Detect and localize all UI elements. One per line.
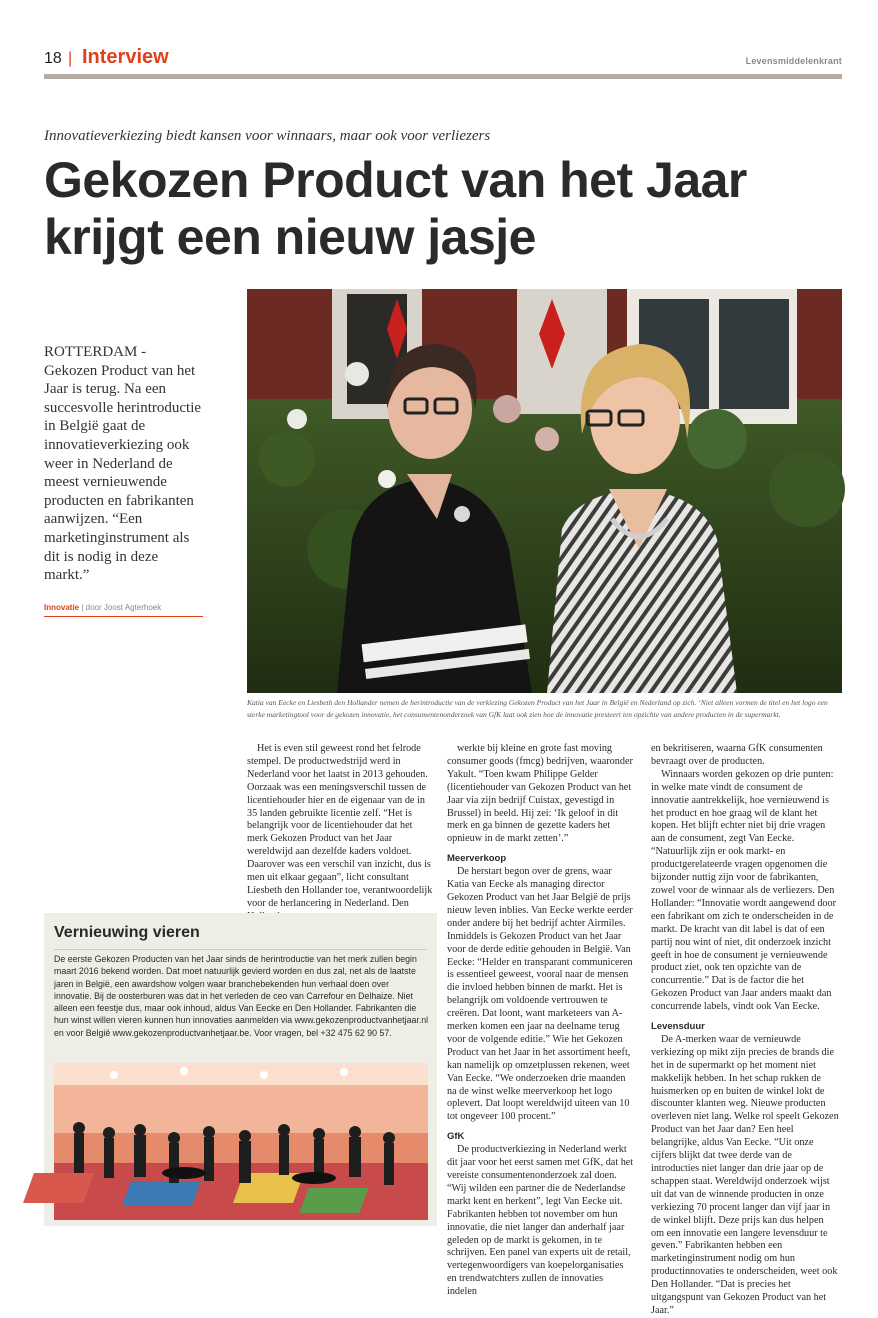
column-2-paragraph-c: De productverkiezing in Nederland werkt dit jaar voor het eerst samen met GfK, dat het vereiste consumentenonderzoek zal doen. “Wij wilden een partner die de Nederlandse markt kent en herkent”, legt Van Eecke uit. Fabrikanten hebben tot november om hun innovatie, die niet langer dan anderhalf jaar geleden op de markt is gekomen, in te schrijven. Een panel van experts uit de retail, vertegenwoordigers van koepelorganisaties en trendwatchters zullen de innovaties indelen xyxy=(447,1144,634,1298)
column-3-paragraph-c: De A-merken waar de vernieuwde verkiezing op mikt zijn precies de brands die het in de supermarkt op het moment niet makkelijk hebben. In het schap rukken de huismerken op en buiten de winkel lokt de discounter klanten weg. Nieuwe producten overleven niet lang. Welke rol speelt Gekozen Product van het Jaar dan? Een heel belangrijke, aldus Van Eecke. “Uit onze cijfers blijkt dat twee derde van de introducties niet langer dan drie jaar op de schappen staat. Wereldwijd onderzoek wijst uit dat van de winnende producten in onze verkiezing 70 procent langer dan vijf jaar in de winkel blijft. Deze prijs kan dus helpen om een innovatie een langere levensduur te geven.” Fabrikanten hebben een marketinginstrument nodig om hun productinnovaties te onderscheiden, weet ook Den Hollander. “Dat is precies het uitgangspunt van Gekozen Product van het Jaar.” xyxy=(651,1033,839,1316)
section-title: Interview xyxy=(82,46,169,68)
column-1-paragraph: Het is even stil geweest rond het felrode stempel. De productwedstrijd werd in Nederland voor het laatst in 2013 gehouden. Oorzaak was een meningsverschil tussen de licentiehouder hier en de eigenaar van de in 35 landen gebruikte licentie zelf. “Het is belangrijk voor de licentiehouder dat het merk Gekozen Product van het Jaar wereldwijd aan dezelfde kaders voldoet. Daarover was een verschil van inzicht, dus is men uit elkaar gegaan”, licht consultant Liesbeth den Hollander toe, verantwoordelijk voor de herlancering in Nederland. Den xyxy=(247,743,433,909)
column-3-paragraph-a: en bekritiseren, waarna GfK consumenten bevraagt over de producten. xyxy=(651,743,823,767)
article-byline xyxy=(44,603,203,617)
column-3 xyxy=(651,743,839,1318)
byline-author: | door Joost Agterhoek xyxy=(79,603,162,612)
subheading-gfk: GfK xyxy=(447,1131,465,1143)
header-rule xyxy=(44,74,842,79)
sidebar-box-title: Vernieuwing vieren xyxy=(54,924,200,941)
column-2-paragraph-a: werkte bij kleine en grote fast moving consumer goods (fmcg) bedrijven, waaronder Yakult. “Toen kwam Philippe Gelder (licentiehouder van Gekozen Product van het Jaar via zijn bedrijf Cuistax, gevestigd in Brussel) in beeld. Hij zei: ‘Ik geloof in dit merk en ga binnen de gezette kaders het opnieuw in de markt zetten’.” xyxy=(447,743,633,845)
article-headline: Gekozen Product van het Jaar krijgt een nieuw jasje xyxy=(44,152,747,265)
event-photo xyxy=(54,1063,428,1220)
publication-name: Levensmiddelenkrant xyxy=(745,56,842,66)
column-2-paragraph-b: De herstart begon over de grens, waar Katia van Eecke als managing director Gekozen Product van het Jaar België de prijs nieuw leven inblies. Van Eecke werkte eerder onder andere bij het bedrijf achter Airmiles. Inmiddels is Gekozen Product van het Jaar voor de derde editie gehouden in België. Van Eecke: “Helder en transparant communiceren is essentieel geweest, vooral naar de mensen die invloed hebben binnen de markt. Het is belangrijk om voldoende vertrouwen te creëren. Dat loont, want marketeers van A-merken komen een jaar na deelname terug voor de volgende editie.” Wie het Gekozen Product van het Jaar in het assortiment heeft, kan namelijk op omzetplussen rekenen, weet Van Eecke. “We onderzoeken drie maanden na de winst welke meerverkoop het logo oplevert. Dat loopt wereldwijd uiteen van 10 tot ongeveer 100 procent.” xyxy=(447,866,633,1123)
article-kicker: Innovatieverkiezing biedt kansen voor winnaars, maar ook voor verliezers xyxy=(44,128,491,144)
column-1 xyxy=(247,743,435,924)
sidebar-box-text: De eerste Gekozen Producten van het Jaar sinds de herintroductie van het merk zullen begin maart 2016 bekend worden. Dat moet natuurlijk gevierd worden en dus zal, net als de laatste jaren in België, een awardshow volgen waar branchebekenden hun verhaal doen over innovatie. Bij de oosterburen was dat in het verleden de ceo van Carrefour en Delhaize. Niet alleen een feestje dus, maar ook inhoud, aldus Van Eecke en Den Hollander. Fabrikanten die hun winst willen vieren kunnen hun innovaties aanmelden via www.gekozenproductvanhetjaar.nl en voor België www.gekozenproductvanhetjaar.be. Voor vragen, bel +32 475 62 90 57. xyxy=(54,954,429,1038)
sidebar-box xyxy=(44,913,437,1226)
sidebar-box-rule xyxy=(54,949,427,950)
column-2 xyxy=(447,743,635,1299)
photo-caption: Katia van Eecke en Liesbeth den Hollander nemen de herintroductie van de verkiezing Gekozen Product van het Jaar in België en Nederland op zich. ‘Niet alleen vormen de titel en het logo een sterke marketingtool voor de gekozen innovatie, het consumentenonderzoek van GfK laat ook zien hoe de innovatie presteert ten opzichte van andere producten in de supermarkt. xyxy=(247,698,828,719)
page-number: 18 xyxy=(44,50,62,67)
main-photo xyxy=(247,289,842,693)
subheading-levensduur: Levensduur xyxy=(651,1021,705,1033)
main-photo-illustration xyxy=(247,289,842,693)
header-separator: | xyxy=(68,50,73,67)
article-intro: ROTTERDAM - Gekozen Product van het Jaar is terug. Na een succesvolle herintroductie in België gaat de innovatieverkiezing ook weer in Nederland de meest vernieuwende producten en fabrikanten aanwijzen. “Een marketinginstrument als dit is nodig in deze markt.” xyxy=(44,344,202,584)
byline-tag: Innovatie xyxy=(44,603,80,612)
column-3-paragraph-b: Winnaars worden gekozen op drie punten: in welke mate vindt de consument de innovatie aantrekkelijk, hoe vernieuwend is het product en hoe graag wil de klant het kopen. Het blijft echter niet bij drie vragen aan de consument, zegt Van Eecke. “Natuurlijk zijn er ook markt- en productgerelateerde vragen opgenomen die bijzonder nuttig zijn voor de fabrikanten, zowel voor de winnaar als de verliezers. Den Hollander: “Innovatie wordt aangewend door een fabrikant om zich te onderscheiden in de markt. De kracht van dit label is dat of een partij nou wint of niet, dit onderzoek inzicht geeft in hoe de consument je vernieuwende product ziet, ook ten opzichte van de concurrentie.” Dat is de factor die het Gekozen Product van Jaar anders maakt dan concurrende labels, vindt ook Van Eecke. xyxy=(651,768,837,1013)
subheading-meerverkoop: Meerverkoop xyxy=(447,853,507,865)
page-header xyxy=(44,46,842,76)
